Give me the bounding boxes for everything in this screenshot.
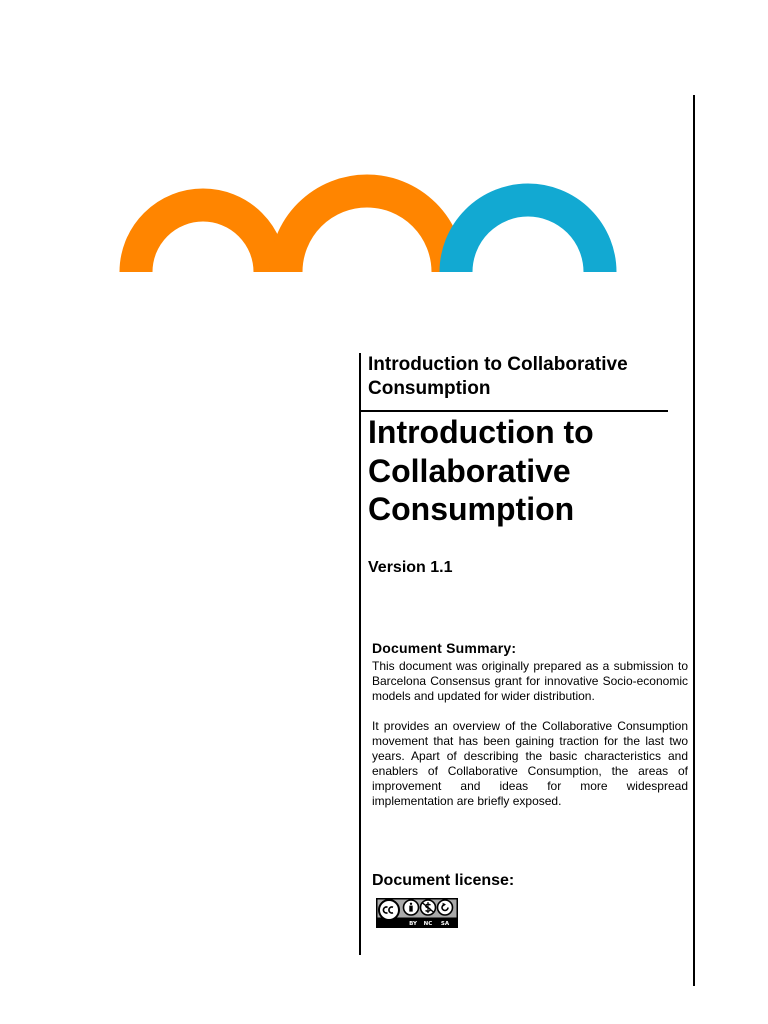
attribution-icon (404, 900, 419, 915)
license-term-nc: NC (423, 921, 433, 927)
title-line: Collaborative (368, 452, 571, 489)
version-label: Version 1.1 (368, 559, 453, 576)
logo-arch-orange-left (136, 205, 270, 272)
title-line: Introduction to (368, 414, 594, 450)
logo-arch-blue (456, 200, 600, 272)
header-underline (361, 410, 668, 412)
summary-heading: Document Summary: (372, 640, 517, 656)
title-line: Consumption (368, 491, 575, 527)
document-title (368, 413, 688, 529)
noncommercial-icon (421, 900, 436, 915)
summary-paragraph: It provides an overview of the Collaborative Consumption movement that has been gaining traction for the last two years. Apart of describing the basic characteristics and enablers of Collaborative Consumption, the areas of improvement and ideas for more widespread implementation are briefly exposed. (372, 719, 688, 808)
logo-arches (0, 0, 768, 290)
sharealike-icon (438, 900, 453, 915)
license-term-by: BY (409, 921, 417, 927)
summary-body (372, 659, 688, 824)
creative-commons-icon (379, 900, 399, 920)
summary-paragraph: This document was originally prepared as a submission to Barcelona Consensus grant for innovative Socio-economic models and updated for wider distribution. (372, 659, 688, 703)
license-heading: Document license: (372, 872, 515, 889)
logo-arch-orange-right (286, 191, 448, 272)
creative-commons-license-badge[interactable] (376, 898, 458, 928)
running-header-title: Introduction to Collaborative Consumption (368, 354, 628, 399)
content-column-rule (359, 353, 361, 955)
license-term-sa: SA (440, 921, 450, 927)
